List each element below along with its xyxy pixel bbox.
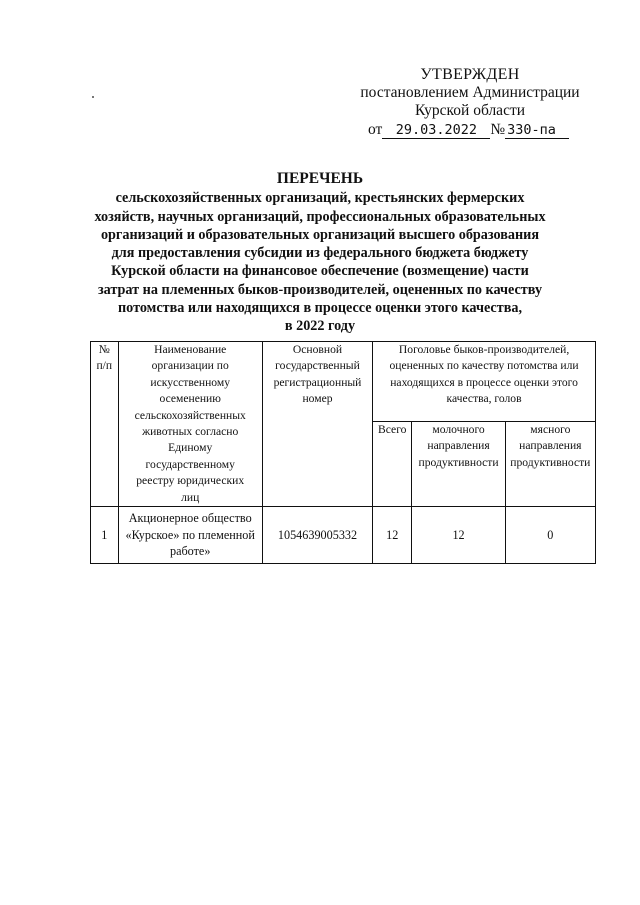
title-line: хозяйств, научных организаций, профессиональных образовательных: [94, 208, 546, 225]
cell-num: 1: [91, 507, 119, 564]
title-line: организаций и образовательных организаций высшего образования: [100, 226, 540, 243]
approved-label: УТВЕРЖДЕН: [420, 66, 520, 83]
table-header-row: [91, 342, 596, 422]
header-num: № п/п: [91, 342, 119, 507]
title-line: потомства или находящихся в процессе оценки этого качества,: [117, 300, 522, 317]
organizations-table: [90, 341, 596, 564]
cell-name: Акционерное общество «Курское» по племенной работе»: [118, 507, 262, 564]
cell-total: 12: [373, 507, 412, 564]
header-reg-number: Основной государственный регистрационный номер: [262, 342, 372, 507]
header-livestock: Поголовье быков-производителей, оцененных по качеству потомства или находящихся в процессе оценки этого качества, голов: [373, 342, 596, 422]
scan-speck: [92, 96, 94, 98]
approval-authority: постановлением Администрации: [360, 84, 580, 101]
title-line: для предоставления субсидии из федерального бюджета бюджету: [111, 245, 529, 262]
title-line: Курской области на финансовое обеспечение (возмещение) части: [111, 263, 529, 280]
number-prefix: №: [490, 121, 506, 138]
header-dairy: молочного направления продуктивности: [412, 422, 505, 507]
title-year: в 2022 году: [284, 318, 356, 335]
document-title: [60, 170, 580, 336]
approval-block: [340, 66, 600, 139]
cell-meat: 0: [505, 507, 595, 564]
header-total: Всего: [373, 422, 412, 507]
table-row: [91, 507, 596, 564]
title-heading: ПЕРЕЧЕНЬ: [276, 170, 364, 187]
title-line: сельскохозяйственных организаций, крестьянских фермерских: [115, 190, 525, 207]
title-line: затрат на племенных быков-производителей, оцененных по качеству: [97, 281, 543, 298]
cell-reg-number: 1054639005332: [262, 507, 372, 564]
date-prefix: от: [368, 121, 383, 138]
header-name: Наименование организации по искусственному осеменению сельскохозяйственных животных согласно Единому государственному реестру юридических лиц: [118, 342, 262, 507]
approval-date: 29.03.2022: [382, 123, 490, 139]
cell-dairy: 12: [412, 507, 505, 564]
header-meat: мясного направления продуктивности: [505, 422, 595, 507]
approval-region: Курской области: [414, 102, 526, 119]
approval-number: 330-па: [505, 123, 569, 139]
approval-date-line: [340, 121, 600, 139]
